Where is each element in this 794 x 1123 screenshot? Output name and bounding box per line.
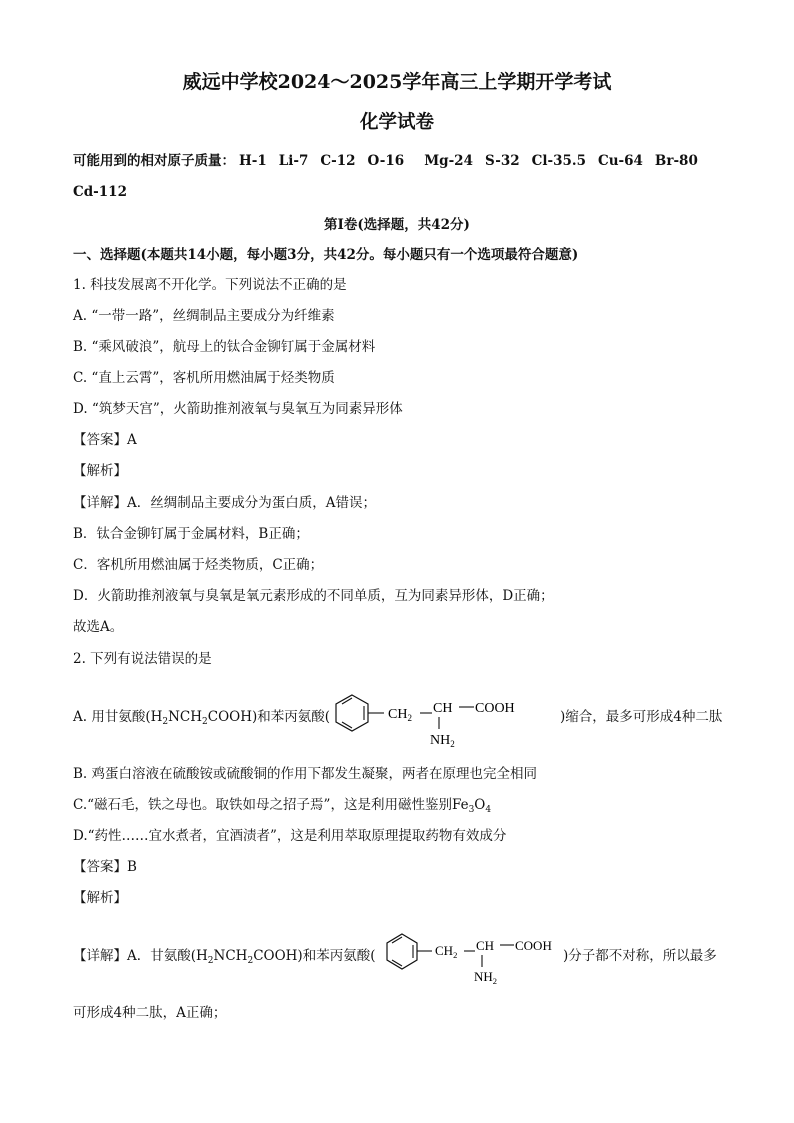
mass-item: S-32 [484, 153, 520, 169]
q1-stem: 1. 科技发展离不开化学。下列说法不正确的是 [73, 277, 347, 293]
q1-option-c: C. “直上云霄”，客机所用燃油属于烃类物质 [73, 370, 335, 386]
q2-detail-a-tail: )分子都不对称，所以最多 [563, 948, 717, 964]
mass-item: Li-7 [278, 153, 309, 169]
part-heading: 一、选择题(本题共14小题，每小题3分，共42分。每小题只有一个选项最符合题意) [73, 247, 579, 263]
q1-option-d: D. “筑梦天宫”，火箭助推剂液氧与臭氧互为同素异形体 [73, 401, 403, 417]
ch-group: CH [433, 701, 453, 716]
q1-detail-c: C．客机所用燃油属于烃类物质，C正确； [73, 557, 324, 573]
q1-analysis: 【解析】 [73, 463, 127, 479]
ch2-group: $CH_2$ [435, 943, 458, 960]
q1-conclusion: 故选A。 [73, 619, 124, 635]
cooh-group: COOH [475, 701, 515, 716]
q2-option-c-text: O [474, 797, 486, 813]
phenylalanine-structure [320, 684, 560, 750]
subscript: 2 [162, 717, 169, 727]
q2-option-a-tail: )缩合，最多可形成4种二肽 [560, 709, 723, 725]
subscript: 2 [247, 956, 254, 966]
q2-detail-text: COOH)和苯丙氨酸( [253, 948, 376, 964]
nh2-group: $NH_2$ [474, 969, 498, 986]
subscript: 2 [202, 717, 208, 727]
atomic-masses-overflow: Cd-112 [73, 184, 127, 200]
q2-detail-a [73, 946, 375, 966]
q2-stem: 2. 下列有说法错误的是 [73, 651, 212, 667]
mass-item: H-1 [239, 153, 267, 169]
q2-option-a [73, 707, 330, 727]
q2-option-a-text: A. 用甘氨酸(H [73, 709, 163, 725]
q2-analysis: 【解析】 [73, 890, 127, 906]
mass-item: Cl-35.5 [531, 153, 586, 169]
ch2-group: $CH_2$ [388, 707, 412, 723]
q2-detail-text: NCH [213, 948, 248, 964]
mass-item: C-12 [320, 153, 356, 169]
q2-option-d: D.“药性……宜水煮者，宜酒渍者”，这是利用萃取原理提取药物有效成分 [73, 828, 507, 844]
exam-subtitle: 化学试卷 [359, 112, 434, 133]
q1-option-b: B. “乘风破浪”，航母上的钛合金铆钉属于金属材料 [73, 339, 376, 355]
q2-detail-a-cont: 可形成4种二肽，A正确； [73, 1005, 227, 1021]
nh2-group: $NH_2$ [430, 733, 455, 749]
ch-group: CH [476, 938, 495, 953]
mass-item: O-16 [367, 153, 405, 169]
q1-option-a: A. “一带一路”，丝绸制品主要成分为纤维素 [73, 308, 335, 324]
q2-answer: 【答案】B [73, 859, 137, 875]
subscript: 3 [468, 805, 475, 815]
q2-option-c [73, 795, 491, 815]
q2-detail-text: 【详解】A．甘氨酸(H [73, 948, 208, 964]
q2-option-a-text: COOH)和苯丙氨酸( [207, 709, 331, 725]
cooh-group: COOH [515, 938, 552, 953]
q1-answer: 【答案】A [73, 432, 137, 448]
mass-item: Mg-24 [424, 153, 473, 169]
q1-detail-d: D．火箭助推剂液氧与臭氧是氧元素形成的不同单质，互为同素异形体，D正确； [73, 588, 554, 604]
volume-heading: 第Ⅰ卷(选择题，共42分) [324, 217, 470, 233]
q1-detail-b: B．钛合金铆钉属于金属材料，B正确； [73, 526, 309, 542]
subscript: 4 [485, 805, 492, 815]
atomic-masses [73, 151, 698, 171]
exam-title: 威远中学校2024～2025学年高三上学期开学考试 [182, 71, 612, 93]
mass-item: Br-80 [654, 153, 698, 169]
q2-option-c-text: C.“磁石毛，铁之母也。取铁如母之招子焉”，这是利用磁性鉴别Fe [73, 797, 469, 813]
mass-item: Cu-64 [597, 153, 643, 169]
q1-detail-a: 【详解】A．丝绸制品主要成分为蛋白质，A错误； [73, 495, 376, 511]
subscript: 2 [207, 956, 214, 966]
q2-option-a-text: NCH [168, 709, 203, 725]
atomic-masses-label: 可能用到的相对原子质量： [73, 153, 235, 169]
phenylalanine-structure-detail [374, 923, 564, 989]
q2-option-b: B. 鸡蛋白溶液在硫酸铵或硫酸铜的作用下都发生凝聚，两者在原理也完全相同 [73, 766, 538, 782]
